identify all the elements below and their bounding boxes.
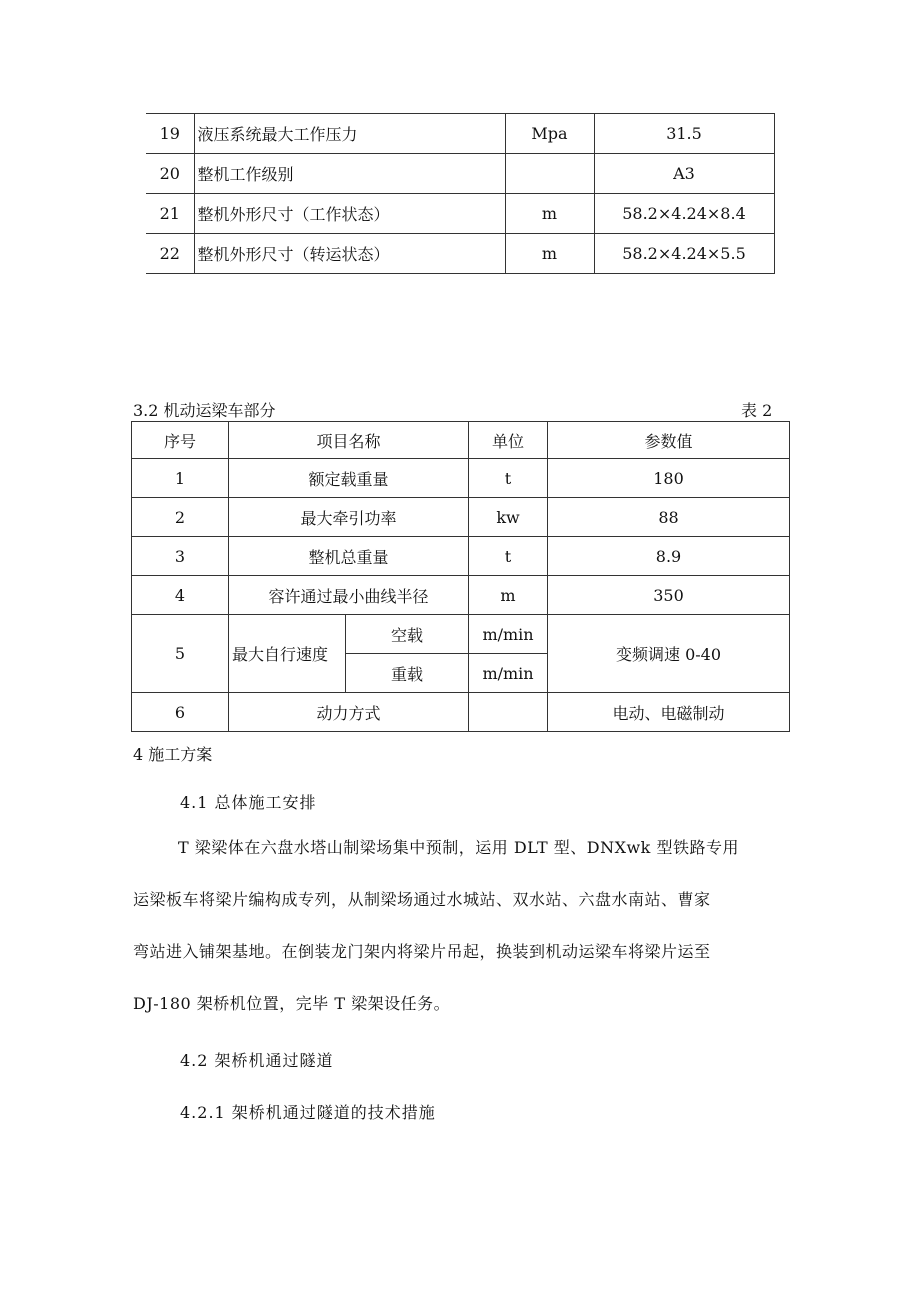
unit: m bbox=[469, 576, 548, 615]
unit: Mpa bbox=[505, 114, 594, 154]
unit bbox=[505, 154, 594, 194]
paragraph-line: 弯站进入铺架基地。在倒装龙门架内将梁片吊起，换装到机动运梁车将梁片运至 bbox=[133, 942, 711, 961]
value: A3 bbox=[594, 154, 774, 194]
row-number: 1 bbox=[132, 459, 229, 498]
value: 58.2×4.24×5.5 bbox=[594, 234, 774, 274]
unit: m/min bbox=[469, 654, 548, 693]
item-name: 整机外形尺寸（工作状态） bbox=[194, 194, 505, 234]
item-name: 整机总重量 bbox=[229, 537, 469, 576]
row-number: 6 bbox=[132, 693, 229, 732]
row-number: 2 bbox=[132, 498, 229, 537]
table-row bbox=[146, 154, 774, 194]
table-row bbox=[132, 537, 790, 576]
header-item: 项目名称 bbox=[229, 422, 469, 459]
paragraph-line: 运梁板车将梁片编构成专列，从制梁场通过水城站、双水站、六盘水南站、曹家 bbox=[133, 890, 711, 909]
subsection-title-4-2: 4.2 架桥机通过隧道 bbox=[180, 1051, 334, 1070]
item-name: 最大自行速度 bbox=[229, 615, 346, 693]
paragraph-line: T 梁梁体在六盘水塔山制梁场集中预制，运用 DLT 型、DNXwk 型铁路专用 bbox=[178, 838, 739, 857]
unit: m bbox=[505, 194, 594, 234]
value: 350 bbox=[548, 576, 790, 615]
unit: t bbox=[469, 459, 548, 498]
header-unit: 单位 bbox=[469, 422, 548, 459]
table-row bbox=[132, 615, 790, 654]
row-number: 21 bbox=[146, 194, 194, 234]
row-number: 20 bbox=[146, 154, 194, 194]
unit: kw bbox=[469, 498, 548, 537]
header-no: 序号 bbox=[132, 422, 229, 459]
value: 180 bbox=[548, 459, 790, 498]
item-name: 整机工作级别 bbox=[194, 154, 505, 194]
table-caption: 3.2 机动运梁车部分 bbox=[133, 401, 276, 420]
row-number: 5 bbox=[132, 615, 229, 693]
parameter-table-2 bbox=[131, 421, 790, 732]
item-name: 最大牵引功率 bbox=[229, 498, 469, 537]
item-name: 整机外形尺寸（转运状态） bbox=[194, 234, 505, 274]
table-row bbox=[146, 194, 774, 234]
unit bbox=[469, 693, 548, 732]
unit: m/min bbox=[469, 615, 548, 654]
value: 变频调速 0-40 bbox=[548, 615, 790, 693]
item-name: 液压系统最大工作压力 bbox=[194, 114, 505, 154]
row-number: 19 bbox=[146, 114, 194, 154]
table-row bbox=[132, 576, 790, 615]
table-row bbox=[146, 114, 774, 154]
table-row bbox=[132, 459, 790, 498]
value: 88 bbox=[548, 498, 790, 537]
value: 8.9 bbox=[548, 537, 790, 576]
row-number: 22 bbox=[146, 234, 194, 274]
value: 电动、电磁制动 bbox=[548, 693, 790, 732]
table-row bbox=[132, 693, 790, 732]
subsection-title-4-2-1: 4.2.1 架桥机通过隧道的技术措施 bbox=[180, 1103, 436, 1122]
parameter-table-1 bbox=[146, 113, 775, 274]
row-number: 3 bbox=[132, 537, 229, 576]
subsection-title-4-1: 4.1 总体施工安排 bbox=[180, 793, 317, 812]
row-number: 4 bbox=[132, 576, 229, 615]
value: 31.5 bbox=[594, 114, 774, 154]
table-row bbox=[146, 234, 774, 274]
unit: t bbox=[469, 537, 548, 576]
item-name: 容许通过最小曲线半径 bbox=[229, 576, 469, 615]
sub-item-empty: 空载 bbox=[346, 615, 469, 654]
table-label: 表 2 bbox=[741, 401, 773, 420]
table-header-row bbox=[132, 422, 790, 459]
section-title: 4 施工方案 bbox=[133, 745, 213, 764]
value: 58.2×4.24×8.4 bbox=[594, 194, 774, 234]
sub-item-loaded: 重载 bbox=[346, 654, 469, 693]
item-name: 额定载重量 bbox=[229, 459, 469, 498]
item-name: 动力方式 bbox=[229, 693, 469, 732]
unit: m bbox=[505, 234, 594, 274]
paragraph-line: DJ-180 架桥机位置，完毕 T 梁架设任务。 bbox=[133, 994, 451, 1013]
header-value: 参数值 bbox=[548, 422, 790, 459]
table-row bbox=[132, 498, 790, 537]
